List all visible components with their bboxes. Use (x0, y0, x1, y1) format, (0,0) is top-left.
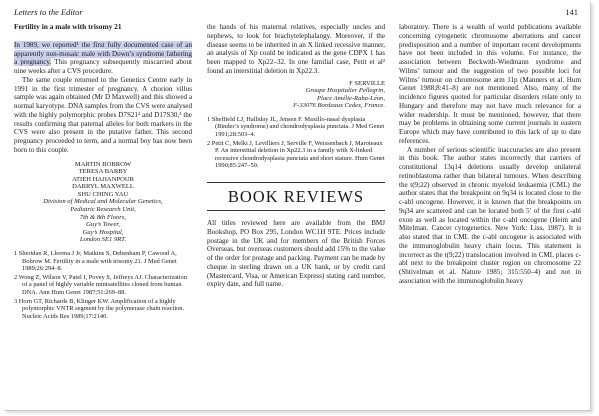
affiliation-line: Guy’s Tower, (86, 221, 120, 229)
paragraph: A number of serious scientific inaccuracies are also present in this book. The author states incorrectly that carriers of constitutional 13q14 deletions usually develop unilateral retinoblastoma rather than bilateral tumours. When describing the t(9;22) observed in chronic myeloid leukaemia (CML) the author states that the breakpoint on 9q34 is located close to the c-abl oncogene. However, it is known that the breakpoints on 9q34 are scattered and can be located both 5′ of the first c-abl exon as well as located within the c-abl oncogene (Heim and Mitelman. Cancer cytogenetics. New York: Liss, 1987). It is also stated that in CML the c-abl oncogene is associated with the immunoglobulin heavy chain locus. This statement is incorrect as the t(9;22) translocation involved in CML places c-abl next to the breakpoint cluster region on chromosome 22 (Shtivelman et al. Nature 1985; 315:550–4) and not in association with the immunoglobulin heavy (399, 145, 581, 285)
affiliation-line: 7th & 8th Floors, (79, 213, 127, 221)
author-name: TERESA BARBY (78, 168, 128, 176)
running-header: Letters to the Editor (14, 7, 83, 17)
reference-item: 3 Horn GT, Richards B, Klinger KW. Amplification of a highly polymorphic VNTR segment by the polymerase chain reaction. Nucleic Acids Res 1989;17:2140. (14, 297, 185, 320)
page-number: 141 (565, 7, 578, 17)
affiliation-line: Division of Medical and Molecular Genetics, (43, 198, 163, 206)
highlighted-text[interactable]: In 1989, we reported¹ the first fully documented case of an apparently non-mosaic male with Down’s syndrome fathering a pregnancy. (14, 40, 192, 67)
author-name: F SERVILLE (349, 79, 385, 87)
affiliation-line: Groupe Hospitalier Pellegrin, (305, 87, 385, 95)
column-middle (207, 23, 385, 289)
paragraph (14, 41, 192, 76)
affiliation-line: F-33076 Bordeaux Cedex, France. (293, 102, 385, 110)
section-heading: BOOK REVIEWS (227, 187, 365, 207)
author-name: DARRYL MAXWELL (72, 183, 134, 191)
column-right (399, 23, 581, 286)
signatories (207, 80, 385, 110)
author-name: ATIEH HAJIANPOUR (71, 175, 135, 183)
signatories (14, 161, 192, 245)
reference-item: 2 Petit C, Melki J, Levilliers J, Serville F, Weissenbach J, Maroteaux P. An interstitial deletion in Xp22.3 in a family with X-linked recessive chondrodysplasia punctata and short stature. Hum Genet 1990;85:247–50. (207, 139, 385, 170)
paragraph-text: This pregnancy subsequently miscarried about nine weeks after a CVS procedure. (14, 58, 192, 75)
affiliation-line: Guy’s Hospital, (82, 228, 124, 236)
paragraph: laboratory. There is a wealth of world publications available concerning cytogenetic chromosome aberrations and cancer predisposition and a number of important recent developments have not been included in this volume. For instance, the association between Beckwith-Wiedmann syndrome and Wilms’ tumour and the suggestion of two possible loci for Wilms’ tumour on chromosome arm 11p (Manners et al. Hum Genet 1988;8:41–8) are not mentioned. Also, many of the incidence figures quoted for particular disorders relate only to Hungary and therefore may not have much relevance for a wider readership. It must be mentioned, however, that there may be problems in obtaining some current journals in eastern Europe which may have contributed to this lack of up to date references. (399, 23, 581, 145)
paragraph: All titles reviewed here are available from the BMJ Bookshop, PO Box 295, London WC1H 9TE. Prices include postage in the UK and for members of the British Forces Overseas, but overseas customers should add 15% to the value of the order for postage and packing. Payment can be made by cheque in sterling drawn on a UK bank, or by credit card (Mastercard, Visa, or American Express) stating card number, expiry date, and full name. (207, 219, 385, 289)
author-name: SHU CHING YAU (77, 190, 129, 198)
section-heading-box (207, 182, 385, 211)
affiliation-line: London SE1 9RT. (79, 236, 127, 244)
reference-item: 1 Sheffield LJ, Halliday JL, Jensen F. Maxillo-nasal dysplasia (Binder’s syndrome) and chondrodysplasia punctata. J Med Genet 1991;28:503–4. (207, 115, 385, 139)
affiliation-line: Place Amélie-Raba-Léon, (317, 94, 385, 102)
article-title: Fertility in a male with trisomy 21 (14, 22, 122, 31)
paragraph: The same couple returned to the Genetics Centre early in 1991 in the first trimester of pregnancy. A chorion villus sample was again obtained (Mr D Maxwell) and this showed a normal karyotype. DNA samples from the CVS were analysed with the highly polymorphic probes D7S21² and D17S30,³ the results confirming that paternal alleles for both markers in the CVS were also present in the putative father. This second pregnancy proceeded to term, and a normal boy has now been born to this couple. (14, 75, 192, 154)
reference-list (14, 250, 192, 320)
reference-item: 1 Sheridan R, Llerena J Jr, Matkins S, Debenham P, Cawood A, Bobrow M. Fertility in a male with trisomy 21. J Med Genet 1989;26:294–8. (14, 250, 177, 273)
affiliation-line: Pediatric Research Unit, (70, 206, 136, 214)
reference-item: 2 Wong Z, Wilson V, Patel I, Povey S, Jeffreys AJ. Characterization of a panel of highly variable minisatellites cloned from human DNA. Ann Hum Genet 1987;51:269–88. (14, 273, 187, 296)
journal-page (4, 2, 591, 411)
paragraph: the hands of his maternal relatives, especially uncles and nephews, to look for brachytelephalangy. Moreover, if the disease seems to be inherited in an X linked recessive manner, an analysis of Xp could be indicated as the gene CDPX 1 has been mapped to Xp22–32. In one familial case, Petit et al² found an interstitial deletion in Xp22.3. (207, 23, 385, 75)
reference-list (207, 116, 385, 170)
column-left (14, 23, 192, 321)
author-name: MARTIN BOBROW (74, 160, 132, 168)
